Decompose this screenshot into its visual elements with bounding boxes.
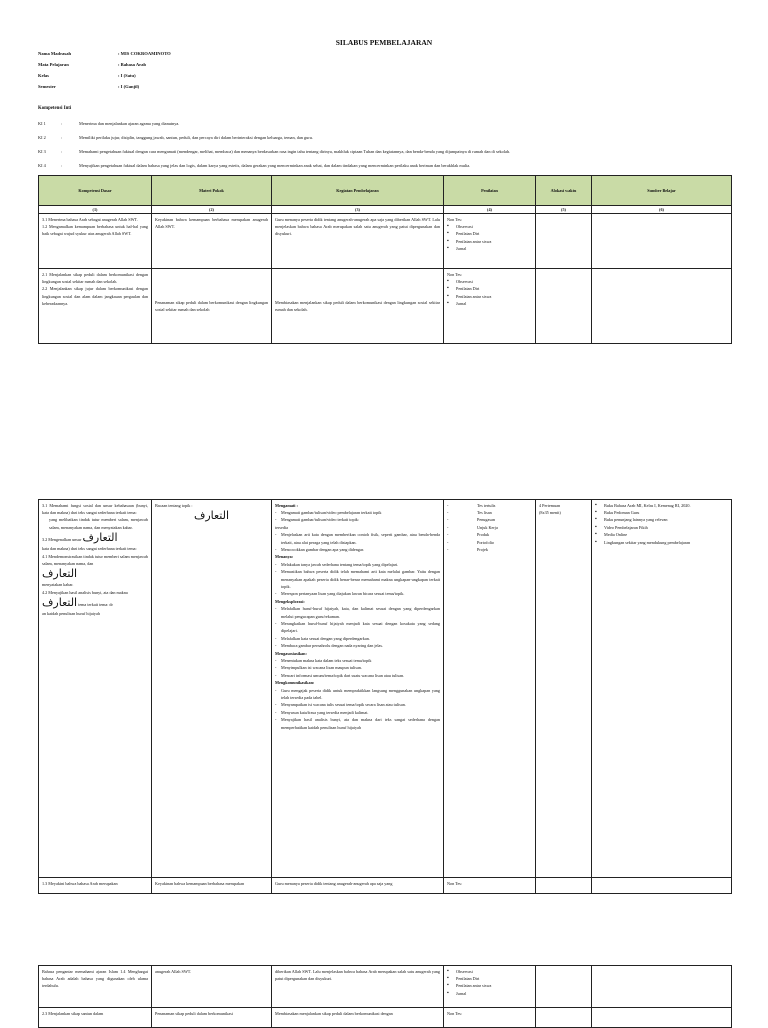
kegiatan-heading: Menanya: [275,554,294,560]
page-title: SILABUS PEMBELAJARAN [335,38,433,47]
penilaian-item: - Produk [447,531,532,538]
penilaian-item: ▪ Observasi [447,968,532,975]
column-number: (3) [272,206,444,214]
penilaian-item: - Portofolio [447,539,532,546]
kd-item [42,596,148,610]
penilaian-cell [444,966,536,1008]
kegiatan-item: - Merangkaikan huruf-huruf hijaiyah menjadi kata sesuai dengan kosakata yang sedang dipelajari. [275,620,440,635]
materi-cell: anugerah Allah SWT. [152,966,272,1008]
ki-row [38,135,313,140]
kd-cell [39,214,152,269]
kegiatan-item: - Melakukan tanya jawab sederhana tentang tema/topik yang dipelajari. [275,561,440,568]
kegiatan-cell: diberikan Allah SWT. Lalu menjelaskan bahwa bahasa Arab merupakan salah satu anugerah yang patut dipergunakan dan disyukuri. [272,966,444,1008]
kegiatan-cell: Guru menanya peserta didik tentang anugerah-anugerah apa saja yang diberikan Allah SWT. Lalu menjelaskan bahwa bahasa Arab merupakan salah satu anugerah yang patut dipergunakan dan disyukuri. [272,214,444,269]
header-kegiatan: Kegiatan Pembelajaran [272,176,444,206]
kd-item: an kaidah penulisan huruf hijaiyah [42,611,100,617]
kegiatan-heading: Mengkomunikasikan: [275,680,315,686]
identity-value: : I (Ganjil) [118,84,140,89]
kegiatan-item: tersedia [275,524,289,530]
column-number: (1) [39,206,152,214]
penilaian-item: - Tes lisan [447,509,532,516]
penilaian-item: - Penugasan [447,516,532,523]
identity-value: : I (Satu) [118,73,136,78]
alokasi-text: 4 Pertemuan [539,502,561,508]
materi-cell: Keyakinan bahwa kemampuan berbahasa merupakan [152,878,272,894]
sumber-cell [592,966,732,1008]
alokasi-cell [536,878,592,894]
kd-item: 4.2 Menyajikan hasil analisis bunyi, ata dan makna [42,589,128,595]
sumber-item: ▪ Buku Bahasa Arab MI, Kelas I, Kemenag RI, 2020. [595,502,728,509]
table-row [39,966,732,1008]
penilaian-cell [444,500,536,878]
penilaian-item: - Projek [447,546,532,553]
identity-value: : Bahasa Arab [118,62,147,67]
penilaian-item: ▪ Jurnal [447,245,532,252]
kegiatan-item: - Mencocokkan gambar dengan apa yang didengar. [275,546,440,553]
kd-item: 3.1 Menerima bahasa Arab sebagai anugerah Allah SWT. [42,216,138,222]
column-number: (4) [444,206,536,214]
kegiatan-cell: Membiasakan menjalankan sikap peduli dalam berkomunikasi dengan lingkungan sosial sekitar rumah dan sekolah. [272,269,444,344]
ki-row [38,149,510,154]
identity-row [38,81,171,92]
ki-sep: : [61,135,63,140]
kegiatan-item: - Merespon pertanyaan lisan yang diajukan lawan bicara sesuai tema/topik. [275,590,440,597]
identity-row [38,59,171,70]
kd-item: 2.2 Menjalankan sikap jujur dalam berkomunikasi dengan lingkungan sosial dan alam dalam jangkauan pergaulan dan keberadaannya. [42,286,148,307]
kd-item-text: 3.2 Mengenalkan unsur [42,537,82,543]
kd-item: 1.2 Mengamalkan kemampuan berbahasa untuk hal-hal yang baik sebagai wujud syukur atas anugerah Allah SWT. [42,223,148,237]
penilaian-item: ▪ Jurnal [447,990,532,997]
ki-code: KI 4 [38,163,46,168]
table-row [39,878,732,894]
ki-code: KI 2 [38,135,46,140]
kegiatan-item: - Melafalkan huruf-huruf hijaiyah, kata, dan kalimat sesuai dengan yang diperdengarkan melalui pengucapan guru/rekaman. [275,605,440,620]
kd-item: 3.1 Memahami fungsi sosial dan unsur kebahasaan (bunyi, kata dan makna) dari teks sangat sederhana terkait tema: [42,502,148,515]
alokasi-cell [536,214,592,269]
header-alokasi: Alokasi waktu [536,176,592,206]
kegiatan-item: - Menentukan makna kata dalam teks sesuai tema/topik [275,657,440,664]
materi-cell: Penanaman sikap peduli dalam berkomunikasi [152,1008,272,1028]
penilaian-item: ▪ Penilaian Diri [447,285,532,292]
column-number: (2) [152,206,272,214]
penilaian-item: - Unjuk Kerja [447,524,532,531]
alokasi-cell [536,966,592,1008]
penilaian-item: ▪ Penilaian antar siswa [447,982,532,989]
column-number: (5) [536,206,592,214]
sumber-cell [592,269,732,344]
identity-label: Semester [38,84,56,89]
kegiatan-cell: Guru menanya peserta didik tentang anugerah-anugerah apa saja yang [272,878,444,894]
penilaian-item: ▪ Penilaian Diri [447,975,532,982]
identity-row [38,70,171,81]
kegiatan-item: - Mengamati gambar/tulisan/video terkait topik: [275,516,440,523]
alokasi-cell [536,269,592,344]
kegiatan-item: - Menjelaskan arti kata dengan memberikan contoh fisik, seperti gambar, atau benda-benda terkait, atau alat peraga yang telah disiapkan. [275,531,440,546]
syllabus-table-continued [38,499,732,894]
ki-text: Menyajikan pengetahuan faktual dalam bahasa yang jelas dan logis, dalam karya yang estetis, dalam gerakan yang mencerminkan anak sehat, dan dalam tindakan yang mencerminkan perilaku anak beriman dan berakhlak mulia. [79,163,471,168]
arabic-taaruf: التعارف [42,567,78,581]
sumber-item: ▪ Lingkungan sekitar yang mendukung pembelajaran [595,539,728,546]
nontes-label: Non Tes: [447,216,463,222]
ki-code: KI 3 [38,149,46,154]
header-sumber: Sumber Belajar [592,176,732,206]
sumber-item: ▪ Media Online [595,531,728,538]
ki-row [38,163,470,168]
kd-item [42,567,148,581]
table-header-row [39,176,732,206]
materi-arabic [155,509,268,523]
table-row [39,1008,732,1028]
alokasi-text: (8x35 menit) [539,509,561,515]
sumber-item: ▪ Buku Pedoman Guru [595,509,728,516]
penilaian-cell [444,269,536,344]
penilaian-item: ▪ Observasi [447,223,532,230]
kd-cell [39,500,152,878]
identity-value: : MIS COKROAMINOTO [118,51,171,56]
kegiatan-cell: Membiasakan menjalankan sikap peduli dalam berkomunikasi dengan [272,1008,444,1028]
sumber-item: ▪ Buku penunjang lainnya yang relevan [595,516,728,523]
kegiatan-item: - Menyajikan hasil analisis bunyi, ata dan makna dari teks sangat sederhana dengan memperhatikan kaidah penulisan huruf hijaiyah [275,716,440,731]
kd-cell [39,269,152,344]
arabic-taaruf: التعارف [82,531,118,545]
kegiatan-heading: Mengeksplorasi: [275,598,305,604]
table-row [39,269,732,344]
penilaian-item: - Tes tertulis [447,502,532,509]
identity-block [38,48,171,92]
penilaian-item: ▪ Penilaian Diri [447,230,532,237]
alokasi-cell [536,500,592,878]
kd-item: kata dan makna) dari teks sangat sederhana terkait tema: [42,546,137,552]
kegiatan-item: - Mencari informasi umum/tema/topik dari suatu wacana lisan atau tulisan. [275,672,440,679]
ki-text: Memahami pengetahuan faktual dengan cara mengamati (mendengar, melihat, membaca) dan menanya berdasarkan rasa ingin tahu tentang dirinya, makhluk ciptaan Tuhan dan kegiatannya, dan benda-benda yang dijumpainya di rumah dan di sekolah. [79,149,511,154]
kegiatan-heading: Mengamati : [275,502,298,508]
kd-item: 4.1 Mendemonstrasikan tindak tutur memberi salam menjawab salam, menanyakan nama, dan [42,553,148,566]
table-row [39,500,732,878]
kegiatan-item: - Guru mengajak peserta didik untuk mempraktikkan langsung menggunakan ungkapan yang telah tersedia pada tabel. [275,687,440,702]
penilaian-item: ▪ Penilaian antar siswa [447,293,532,300]
kd-cell: 2.3 Menjalankan sikap santun dalam [39,1008,152,1028]
identity-label: Kelas [38,73,49,78]
kegiatan-item: - Membaca gambar pernahrolu dengan nada nyaring dan jelas. [275,642,440,649]
syllabus-table-continued-2 [38,965,732,1028]
ki-sep: : [61,149,63,154]
arabic-taaruf: التعارف [42,596,78,610]
kegiatan-item: - Mengamati gambar/tulisan/video pembelajaran terkait topik [275,509,440,516]
penilaian-item: ▪ Penilaian antar siswa [447,238,532,245]
nontes-label: Non Tes: [447,271,463,277]
kd-item: menyatakan kabar. [42,582,74,588]
kegiatan-item: - Memastikan bahwa peserta didik telah memahami arti kata melalui gambar. Yaitu dengan menanyakan apakah peserta didik benar-benar memahami makna ungkapan-ungkapan terkait topik. [275,568,440,590]
kd-cell: Bahasa pengantar memahami ajaran Islam 1.4 Menghargai bahasa Arab adalah bahasa yang digunakan oleh ulama terdahulu. [39,966,152,1008]
kegiatan-item: - Melafalkan kata sesuai dengan yang diperdengarkan. [275,635,440,642]
identity-label: Mata Pelajaran [38,62,69,67]
column-number-row [39,206,732,214]
header-penilaian: Penilaian [444,176,536,206]
kd-item: 2.1 Menjalankan sikap peduli dalam berkomunikasi dengan lingkungan sosial sekitar rumah dan sekolah. [42,271,148,284]
kegiatan-cell [272,500,444,878]
ki-text: Menerima dan menjalankan ajaran agama yang dianutnya. [79,121,180,126]
kegiatan-item: - Menyimpulkan isi wacana lisan maupun tulisan. [275,664,440,671]
header-materi-pokok: Materi Pokok [152,176,272,206]
identity-label: Nama Madrasah [38,51,72,56]
materi-text: Bacaan tentang topik : [155,502,193,508]
kd-item: yang melibatkan tindak tutur memberi salam, menjawab salam, menanyakan nama, dan menyatakan kabar. [49,517,148,530]
kd-cell: 1.3 Meyakini bahwa bahasa Arab merupakan [39,878,152,894]
header-kompetensi-dasar: Kompetensi Dasar [39,176,152,206]
sumber-item: ▪ Video Pembelajaran Fikih [595,524,728,531]
materi-cell: Penanaman sikap peduli dalam berkomunikasi dengan lingkungan sosial sekitar rumah dan sekolah [152,269,272,344]
syllabus-table [38,175,732,344]
sumber-cell [592,214,732,269]
materi-cell [152,500,272,878]
ki-code: KI 1 [38,121,46,126]
penilaian-item: ▪ Jurnal [447,300,532,307]
kegiatan-heading: Mengasosiasikan: [275,650,307,656]
penilaian-cell: Non Tes: [444,878,536,894]
penilaian-cell [444,214,536,269]
materi-cell: Keyakinan bahwa kemampuan berbahasa merupakan anugerah Allah SWT. [152,214,272,269]
ki-row [38,121,179,126]
sumber-cell [592,500,732,878]
sumber-cell [592,878,732,894]
ki-sep: : [61,163,63,168]
ki-text: Memiliki perilaku jujur, disiplin, tanggung jawab, santun, peduli, dan percaya diri dalam berinteraksi dengan keluarga, teman, dan guru. [79,135,313,140]
kd-item [42,531,148,545]
identity-row [38,48,171,59]
arabic-taaruf: التعارف [193,508,230,522]
kegiatan-item: - Menyusun kata/frasa yang tersedia menjadi kalimat. [275,709,440,716]
kd-item-text: tema terkait tema: dr [78,602,113,608]
alokasi-cell [536,1008,592,1028]
sumber-cell [592,1008,732,1028]
ki-heading: Kompetensi Inti [38,106,72,111]
penilaian-cell: Non Tes: [444,1008,536,1028]
table-row [39,214,732,269]
kegiatan-item: - Menyampaikan isi wacana tulis sesuai tema/topik secara lisan atau tulisan. [275,701,440,708]
column-number: (6) [592,206,732,214]
ki-sep: : [61,121,63,126]
penilaian-item: ▪ Observasi [447,278,532,285]
